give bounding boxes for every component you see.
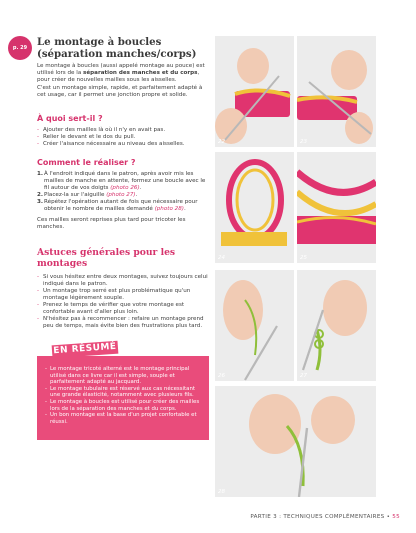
photo-27: 27 — [297, 270, 376, 381]
list-item: - Relier le devant et le dos du pull. — [37, 134, 209, 141]
knitting-photo-illustration — [297, 36, 376, 147]
page-number: 55 — [392, 514, 400, 520]
list-item: - Le montage tricoté alterné est le montage principal utilisé dans ce livre car il est simple, souple et parfaitement adapté au jacquard. — [45, 366, 201, 386]
how-heading: Comment le réaliser ? — [37, 158, 136, 167]
how-after-text: Ces mailles seront reprises plus tard pour tricoter les manches. — [37, 217, 186, 231]
step-item: 3. Répétez l'opération autant de fois que nécessaire pour obtenir le nombre de mailles demandé (photo 28). — [37, 199, 198, 212]
list-item: - Le montage à boucles est utilisé pour créer des mailles lors de la séparation des manches et du corps. — [45, 399, 201, 412]
use-heading: À quoi sert-il ? — [37, 114, 103, 123]
page-footer: PARTIE 3 : TECHNIQUES COMPLÉMENTAIRES • 55 — [250, 514, 400, 520]
list-item: - N'hésitez pas à recommencer : refaire un montage prend peu de temps, mais évite bien des frustrations plus tard. — [37, 316, 209, 330]
tips-section — [37, 247, 209, 330]
list-item: - Un bon montage est la base d'un projet confortable et réussi. — [45, 412, 201, 425]
use-section — [37, 114, 209, 148]
how-section — [37, 158, 209, 231]
tips-heading: Astuces générales pour les montages — [37, 247, 176, 269]
page-reference-badge: p. 29 — [8, 36, 32, 60]
list-item: - Le montage tubulaire est réservé aux cas nécessitant une grande élasticité, notamment avec plusieurs fils. — [45, 386, 201, 399]
knitting-photo-illustration — [215, 270, 294, 381]
summary-box — [37, 356, 209, 440]
page-title: Le montage à boucles (séparation manches/corps) — [37, 36, 197, 60]
knitting-photo-illustration — [297, 270, 376, 381]
list-item: - Ajouter des mailles là où il n'y en avait pas. — [37, 127, 209, 134]
list-item: - Prenez le temps de vérifier que votre montage est confortable avant d'aller plus loin. — [37, 302, 209, 316]
knitting-photo-illustration — [297, 152, 376, 263]
list-item: - Si vous hésitez entre deux montages, suivez toujours celui indiqué dans le patron. — [37, 274, 209, 288]
photo-24: 24 — [215, 152, 294, 263]
photo-26: 26 — [215, 270, 294, 381]
photo-23: 23 — [297, 36, 376, 147]
knitting-photo-illustration — [215, 152, 294, 263]
list-item: - Un montage trop serré est plus problématique qu'un montage légèrement souple. — [37, 288, 209, 302]
summary-title: EN RÉSUMÉ — [53, 341, 117, 357]
step-item: 2. Placez-la sur l'aiguille (photo 27). — [37, 192, 138, 198]
photo-25: 25 — [297, 152, 376, 263]
list-item: - Créer l'aisance nécessaire au niveau des aisselles. — [37, 141, 209, 148]
intro-paragraph: Le montage à boucles (aussi appelé montage au pouce) est utilisé lors de la séparation des manches et du corps, pour créer de nouvelles mailles sous les aisselles. C'est un montage simple, rapide, et parfaitement adapté à cet usage, car il permet une jonction propre et solide. — [37, 63, 205, 98]
knitting-photo-illustration — [215, 386, 376, 497]
step-item: 1. À l'endroit indiqué dans le patron, après avoir mis les mailles de manche en attente, formez une boucle avec le fil autour de vos doigts (photo 26). — [37, 171, 206, 191]
photo-22: 22 — [215, 36, 294, 147]
knitting-photo-illustration — [215, 36, 294, 147]
photo-28: 28 — [215, 386, 376, 497]
